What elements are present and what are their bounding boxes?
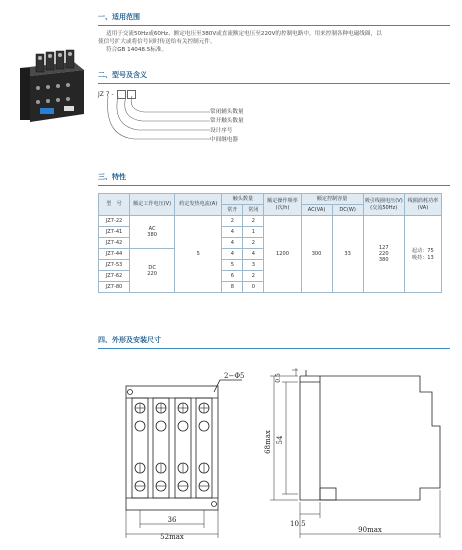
- scope-line-2: 使信号扩大或将信号同时传送给有关控制元件。: [98, 39, 216, 45]
- th-thermal-current: 约定发热电流(A): [175, 194, 222, 216]
- dim-90max: 90max: [358, 526, 382, 534]
- th-rated-voltage: 额定工作电压(V): [130, 194, 175, 216]
- model-label-nc-count: 常闭辅头数量: [210, 109, 244, 115]
- model-labels: [210, 108, 244, 145]
- cell-no: 5: [222, 260, 243, 271]
- model-code-prefix: JZ 7 -: [98, 91, 114, 98]
- cell-thermal-current: 5: [175, 216, 222, 293]
- cell-coil-voltage: [363, 216, 404, 293]
- section-divider: [98, 83, 450, 84]
- cell-coil-power: [404, 216, 441, 293]
- product-image: [14, 40, 90, 128]
- spec-table: [98, 193, 442, 293]
- cell-model: JZ7-22: [99, 216, 130, 227]
- th-contacts: 触头数量: [222, 194, 264, 205]
- section-model-title: 二、型号及含义: [98, 71, 147, 79]
- cell-nc: 3: [243, 260, 264, 271]
- relay-illustration: [14, 40, 90, 128]
- dim-36: 36: [167, 516, 177, 524]
- th-dc-w: DC(W): [332, 205, 363, 216]
- scope-line-3: 符合GB 14048.5标准。: [106, 47, 168, 53]
- dim-52max: 52max: [160, 533, 184, 540]
- cell-model: JZ7-41: [99, 227, 130, 238]
- th-model: 型 号: [99, 194, 130, 216]
- section-dimensions-title: 四、外形及安装尺寸: [98, 336, 161, 344]
- cell-nc: 2: [243, 216, 264, 227]
- cell-model: JZ7-44: [99, 249, 130, 260]
- dim-10-5: 10.5: [290, 520, 306, 528]
- section-dimensions-header: [98, 335, 450, 349]
- coil-power-hold: 吸持：13: [412, 255, 434, 261]
- cell-model: JZ7-80: [99, 282, 130, 293]
- cell-no: 8: [222, 282, 243, 293]
- ac-value: 380: [147, 232, 157, 238]
- hole-label: 2−Φ5: [224, 372, 245, 380]
- cell-frequency: 1200: [264, 216, 301, 293]
- th-control-capacity: 额定控制容量: [301, 194, 363, 205]
- cell-nc: 2: [243, 271, 264, 282]
- coil-power-start: 起动：75: [412, 248, 434, 254]
- section-divider: [98, 25, 450, 26]
- cell-dc-voltage: [130, 249, 175, 293]
- cell-nc: 4: [243, 249, 264, 260]
- cell-nc: 2: [243, 238, 264, 249]
- th-nc: 常闭: [243, 205, 264, 216]
- section-scope-header: [98, 12, 450, 26]
- section-divider: [98, 185, 450, 186]
- cell-ac-voltage: [130, 216, 175, 249]
- cell-no: 4: [222, 249, 243, 260]
- dim-54: 54: [276, 435, 284, 445]
- scope-line-1: 适用于交流50Hz或60Hz、额定电压至380V或直流额定电压至220V的控制电路中，用来控制各种电磁线圈，以: [106, 31, 382, 37]
- model-label-no-count: 常开触头数量: [210, 118, 244, 125]
- dimension-drawing: [120, 368, 450, 540]
- scope-text: [98, 30, 454, 54]
- dim-68max: 68max: [264, 430, 272, 454]
- cell-model: JZ7-42: [99, 238, 130, 249]
- dc-value: 220: [147, 270, 157, 277]
- cell-ac-va: 300: [301, 216, 332, 293]
- section-specs-header: [98, 172, 450, 186]
- coil-voltage-value: 220: [378, 251, 389, 257]
- cell-nc: 1: [243, 227, 264, 238]
- th-coil-voltage: 吸引线圈电压(V)(交流50Hz): [363, 194, 404, 216]
- section-scope-title: 一、适用范围: [98, 13, 140, 21]
- coil-voltage-value: 380: [378, 257, 389, 263]
- model-label-design-no: 设计序号: [210, 127, 233, 134]
- th-coil-power: 线圈消耗功率(VA): [404, 194, 441, 216]
- dim-0-5: 0.5: [275, 373, 282, 383]
- section-model-header: [98, 70, 450, 84]
- th-no: 常开: [222, 205, 243, 216]
- cell-nc: 0: [243, 282, 264, 293]
- cell-no: 4: [222, 227, 243, 238]
- cell-model: JZ7-62: [99, 271, 130, 282]
- model-label-relay: 中间继电器: [210, 136, 238, 143]
- cell-model: JZ7-53: [99, 260, 130, 271]
- ac-label: AC: [148, 226, 156, 232]
- cell-no: 6: [222, 271, 243, 282]
- section-divider: [98, 348, 450, 349]
- cell-no: 4: [222, 238, 243, 249]
- coil-voltage-value: 127: [378, 245, 389, 251]
- th-ac-va: AC(VA): [301, 205, 332, 216]
- dc-label: DC: [148, 264, 156, 271]
- model-leader-lines: [98, 96, 210, 148]
- th-frequency: 额定操作频率(次/h): [264, 194, 301, 216]
- cell-dc-w: 33: [332, 216, 363, 293]
- section-specs-title: 三、特性: [98, 173, 126, 181]
- cell-no: 2: [222, 216, 243, 227]
